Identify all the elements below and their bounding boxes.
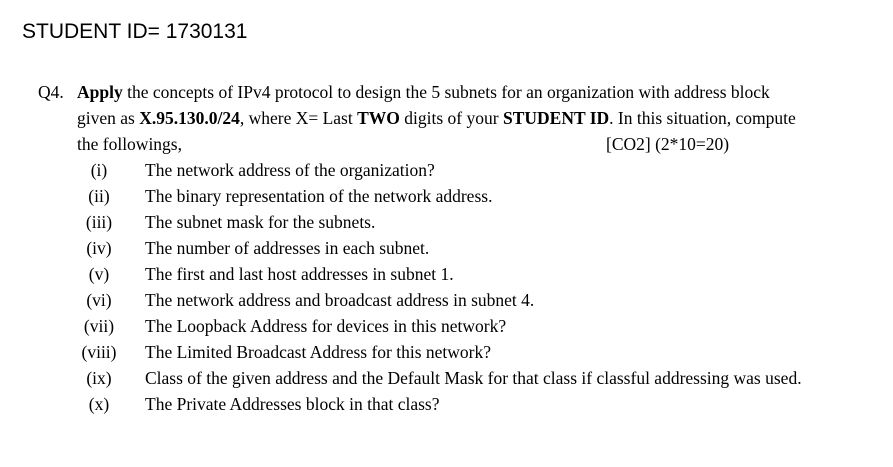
student-id-heading: STUDENT ID= 1730131 (22, 20, 248, 43)
list-item-text: The Private Addresses block in that class? (145, 394, 440, 414)
list-item-text: The binary representation of the network address. (145, 186, 493, 206)
question-line-2-part1: given as (77, 108, 140, 128)
list-item-text: The Loopback Address for devices in this network? (145, 316, 507, 336)
list-item-text: The number of addresses in each subnet. (145, 238, 430, 258)
question-keyword-apply: Apply (77, 82, 123, 102)
address-block: X.95.130.0/24 (139, 108, 240, 128)
keyword-student-id: STUDENT ID (502, 108, 610, 128)
question-block (38, 79, 838, 157)
list-item-number: (iii) (85, 212, 113, 232)
list-item-text: The first and last host addresses in subnet 1. (145, 264, 454, 284)
list-item-number: (ii) (88, 186, 110, 206)
list-item-number: (vii) (83, 316, 115, 336)
question-line-2 (38, 105, 838, 131)
keyword-two: TWO (357, 108, 400, 128)
question-line-2-part2: , where X= Last (239, 108, 358, 128)
question-line-2-text (77, 105, 796, 131)
question-line-3 (38, 131, 838, 157)
list-item-number: (x) (88, 394, 110, 414)
question-line-1 (38, 79, 838, 105)
list-item-number: (iv) (86, 238, 112, 258)
list-item-number: (vi) (86, 290, 112, 310)
list-item-text: The Limited Broadcast Address for this network? (145, 342, 492, 362)
question-line-2-part3: digits of your (399, 108, 503, 128)
list-item-number: (ix) (86, 368, 112, 388)
list-item-number: (v) (88, 264, 110, 284)
list-item-number: (viii) (81, 342, 117, 362)
question-line-1-text (77, 79, 770, 105)
list-item-text: The network address and broadcast address in subnet 4. (145, 290, 535, 310)
list-item-text: The network address of the organization? (145, 160, 435, 180)
marks-label: [CO2] (2*10=20) (606, 134, 730, 154)
list-item-text: Class of the given address and the Default Mask for that class if classful addressing was used. (145, 368, 802, 388)
list-item-text: The subnet mask for the subnets. (145, 212, 376, 232)
question-line-2-part4: . In this situation, compute (609, 108, 796, 128)
question-number: Q4. (38, 82, 64, 102)
list-item-number: (i) (90, 160, 108, 180)
question-line-1-rest: the concepts of IPv4 protocol to design the 5 subnets for an organization with address block (122, 82, 770, 102)
question-line-3-text: the followings, (77, 134, 182, 154)
